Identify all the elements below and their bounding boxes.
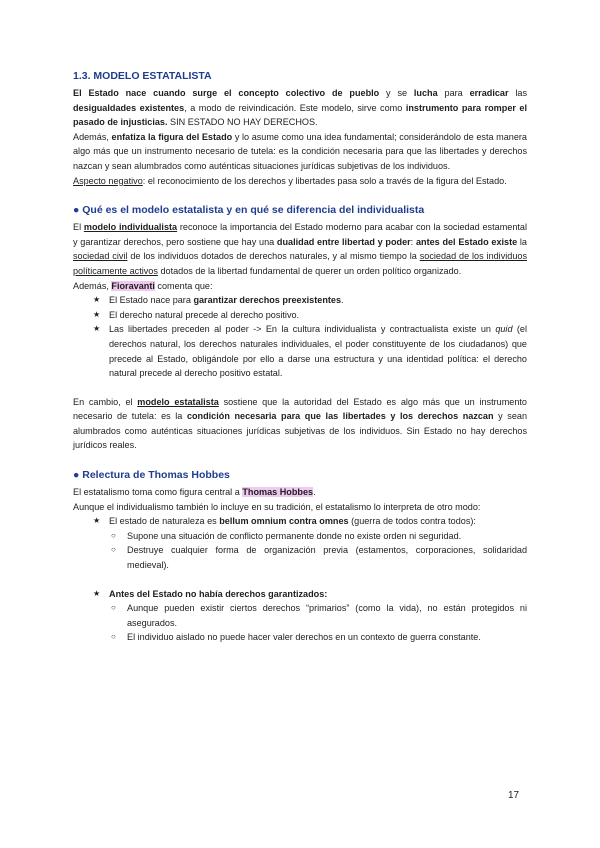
paragraph-en-cambio: En cambio, el modelo estatalista sostiene que la autoridad del Estado es algo más que un instrumento necesario de tutela: es la condición necesaria para que las libertades y los derechos nazcan y sean alumbrados como auténticas situaciones jurídicas subjetivas de los individuos. Sin Estado no hay derechos jurídicos reales. bbox=[73, 396, 527, 451]
list-item: ★ El estado de naturaleza es bellum omnium contra omnes (guerra de todos contra todos): bbox=[93, 514, 527, 529]
section-heading-thomas-hobbes: ● Relectura de Thomas Hobbes bbox=[73, 469, 230, 482]
hobbes-sublist-1 bbox=[73, 529, 527, 573]
list-item: ○ El individuo aislado no puede hacer valer derechos en un contexto de guerra constante. bbox=[111, 630, 527, 645]
paragraph-modelo-individualista: El modelo individualista reconoce la importancia del Estado moderno para acabar con la sociedad estamental y garantizar derechos, pero sostiene que hay una dualidad entre libertad y poder: antes del Estado existe la sociedad civil de los individuos dotados de derechos naturales, y al mismo tiempo la sociedad de los individuos políticamente activos dotados de la libertad fundamental de querer un orden político organizado. bbox=[73, 222, 527, 276]
paragraph-fioravanti: Además, Fioravanti comenta que: bbox=[73, 280, 213, 291]
fioravanti-list bbox=[73, 293, 527, 381]
section-heading-diferencia-individualista: ● Qué es el modelo estatalista y en qué se diferencia del individualista bbox=[73, 204, 425, 217]
hobbes-list-2 bbox=[73, 587, 527, 602]
page-number: 17 bbox=[508, 790, 520, 801]
hobbes-sublist-2 bbox=[73, 601, 527, 645]
list-item: ○ Supone una situación de conflicto permanente donde no existe orden ni seguridad. bbox=[111, 529, 527, 544]
paragraph-aunque-individualismo: Aunque el individualismo también lo incluye en su tradición, el estatalismo lo interpreta de otro modo: bbox=[73, 501, 481, 512]
hobbes-list-1 bbox=[73, 514, 527, 529]
list-item: ★ El Estado nace para garantizar derechos preexistentes. bbox=[93, 293, 527, 308]
paragraph-estatalismo-hobbes: El estatalismo toma como figura central a Thomas Hobbes. bbox=[73, 487, 316, 498]
list-item: ★ Las libertades preceden al poder -> En la cultura individualista y contractualista existe un quid (el derechos natural, los derechos naturales individuales, el poder constituyente de los ciudadanos) que precede al Estado, obligándole por ello a darse una estructura y una identidad política: el derecho natural precede al derecho positivo estatal. bbox=[93, 322, 527, 380]
paragraph-aspecto-negativo: Aspecto negativo: el reconocimiento de los derechos y libertades pasa solo a través de la figura del Estado. bbox=[73, 175, 507, 186]
section-heading-modelo-estatalista: 1.3. MODELO ESTATALISTA bbox=[73, 70, 212, 82]
document-page bbox=[73, 68, 527, 645]
list-item: ★ Antes del Estado no había derechos garantizados: bbox=[93, 587, 527, 602]
list-item: ○ Aunque pueden existir ciertos derechos “primarios” (como la vida), no están protegidos ni asegurados. bbox=[111, 601, 527, 630]
list-item: ○ Destruye cualquier forma de organización previa (estamentos, corporaciones, solidaridad medieval). bbox=[111, 543, 527, 572]
paragraph-enfatiza-estado: Además, enfatiza la figura del Estado y lo asume como una idea fundamental; considerándolo de esta manera algo más que un instrumento necesario de tutela: es la condición necesaria para que las libertades y derechos nazcan y sean alumbrados como auténticas situaciones jurídicas subjetivas de los individuos. bbox=[73, 131, 527, 171]
paragraph-estado-nace: El Estado nace cuando surge el concepto colectivo de pueblo y se lucha para erradicar las desigualdades existentes, a modo de reivindicación. Este modelo, sirve como instrumento para romper el pasado de injusticias. SIN ESTADO NO HAY DERECHOS. bbox=[73, 88, 528, 128]
list-item: ★ El derecho natural precede al derecho positivo. bbox=[93, 308, 527, 323]
